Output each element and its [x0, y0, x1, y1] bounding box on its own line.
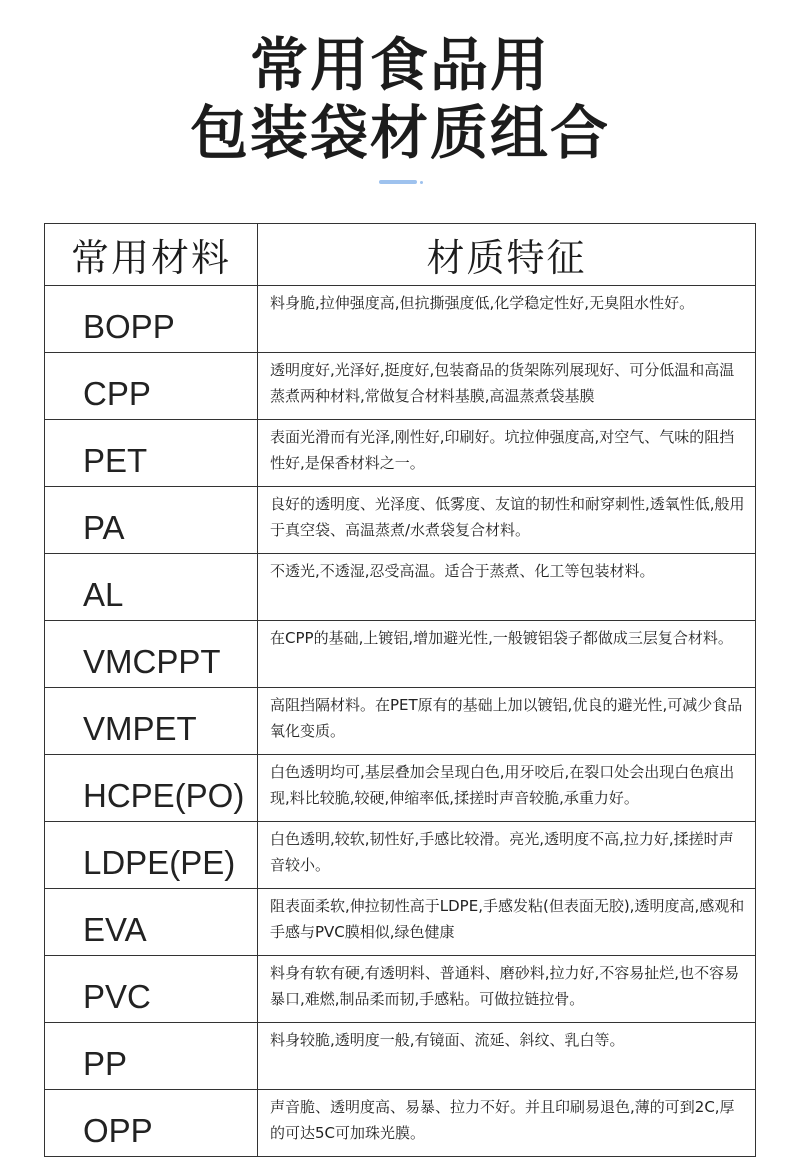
- material-name: BOPP: [45, 286, 258, 353]
- material-feature: 阻表面柔软,伸拉韧性高于LDPE,手感发粘(但表面无胶),透明度高,感观和手感与PVC膜相似,绿色健康: [258, 889, 756, 956]
- table-row: [45, 487, 756, 554]
- material-feature: 料身较脆,透明度一般,有镜面、流延、斜纹、乳白等。: [258, 1023, 756, 1090]
- material-name: CPP: [45, 353, 258, 420]
- table-row: [45, 755, 756, 822]
- material-feature: 在CPP的基础,上镀铝,增加避光性,一般镀铝袋子都做成三层复合材料。: [258, 621, 756, 688]
- material-feature: 高阻挡隔材料。在PET原有的基础上加以镀铝,优良的避光性,可减少食品氧化变质。: [258, 688, 756, 755]
- table-row: [45, 554, 756, 621]
- material-feature: 声音脆、透明度高、易暴、拉力不好。并且印刷易退色,薄的可到2C,厚的可达5C可加珠光膜。: [258, 1090, 756, 1157]
- material-feature: 表面光滑而有光泽,刚性好,印刷好。坑拉伸强度高,对空气、气味的阻挡性好,是保香材料之一。: [258, 420, 756, 487]
- material-name: PP: [45, 1023, 258, 1090]
- page-title-line-2: 包装袋材质组合: [189, 99, 610, 167]
- title-accent-dot: [420, 181, 423, 184]
- table-row: [45, 286, 756, 353]
- material-name: VMPET: [45, 688, 258, 755]
- page-title-line-1: 常用食品用: [249, 31, 550, 99]
- table-row: [45, 420, 756, 487]
- table-row: [45, 688, 756, 755]
- material-name: PA: [45, 487, 258, 554]
- material-name: VMCPPT: [45, 621, 258, 688]
- table-row: [45, 889, 756, 956]
- table-row: [45, 353, 756, 420]
- material-name: PVC: [45, 956, 258, 1023]
- material-name: OPP: [45, 1090, 258, 1157]
- material-feature: 白色透明均可,基层叠加会呈现白色,用牙咬后,在裂口处会出现白色痕出现,料比较脆,较硬,伸缩率低,揉搓时声音较脆,承重力好。: [258, 755, 756, 822]
- material-name: HCPE(PO): [45, 755, 258, 822]
- table-row: [45, 1023, 756, 1090]
- material-feature: 料身有软有硬,有透明料、普通料、磨砂料,拉力好,不容易扯烂,也不容易暴口,难燃,制品柔而韧,手感粘。可做拉链拉骨。: [258, 956, 756, 1023]
- material-name: EVA: [45, 889, 258, 956]
- title-accent-bar: [379, 180, 417, 184]
- material-name: AL: [45, 554, 258, 621]
- materials-table: [44, 223, 756, 1157]
- table-row: [45, 956, 756, 1023]
- material-feature: 料身脆,拉伸强度高,但抗撕强度低,化学稳定性好,无臭阻水性好。: [258, 286, 756, 353]
- material-name: PET: [45, 420, 258, 487]
- material-feature: 良好的透明度、光泽度、低雾度、友谊的韧性和耐穿刺性,透氧性低,般用于真空袋、高温蒸煮/水煮袋复合材料。: [258, 487, 756, 554]
- header-material: 常用材料: [45, 224, 258, 286]
- material-feature: 白色透明,较软,韧性好,手感比较滑。亮光,透明度不高,拉力好,揉搓时声音较小。: [258, 822, 756, 889]
- material-feature: 不透光,不透湿,忍受高温。适合于蒸煮、化工等包装材料。: [258, 554, 756, 621]
- material-feature: 透明度好,光泽好,挺度好,包装裔品的货架陈列展现好、可分低温和高温蒸煮两种材料,常做复合材料基膜,高温蒸煮袋基膜: [258, 353, 756, 420]
- table-row: [45, 822, 756, 889]
- table-row: [45, 1090, 756, 1157]
- header-feature: 材质特征: [258, 224, 756, 286]
- material-name: LDPE(PE): [45, 822, 258, 889]
- table-header-row: [45, 224, 756, 286]
- table-row: [45, 621, 756, 688]
